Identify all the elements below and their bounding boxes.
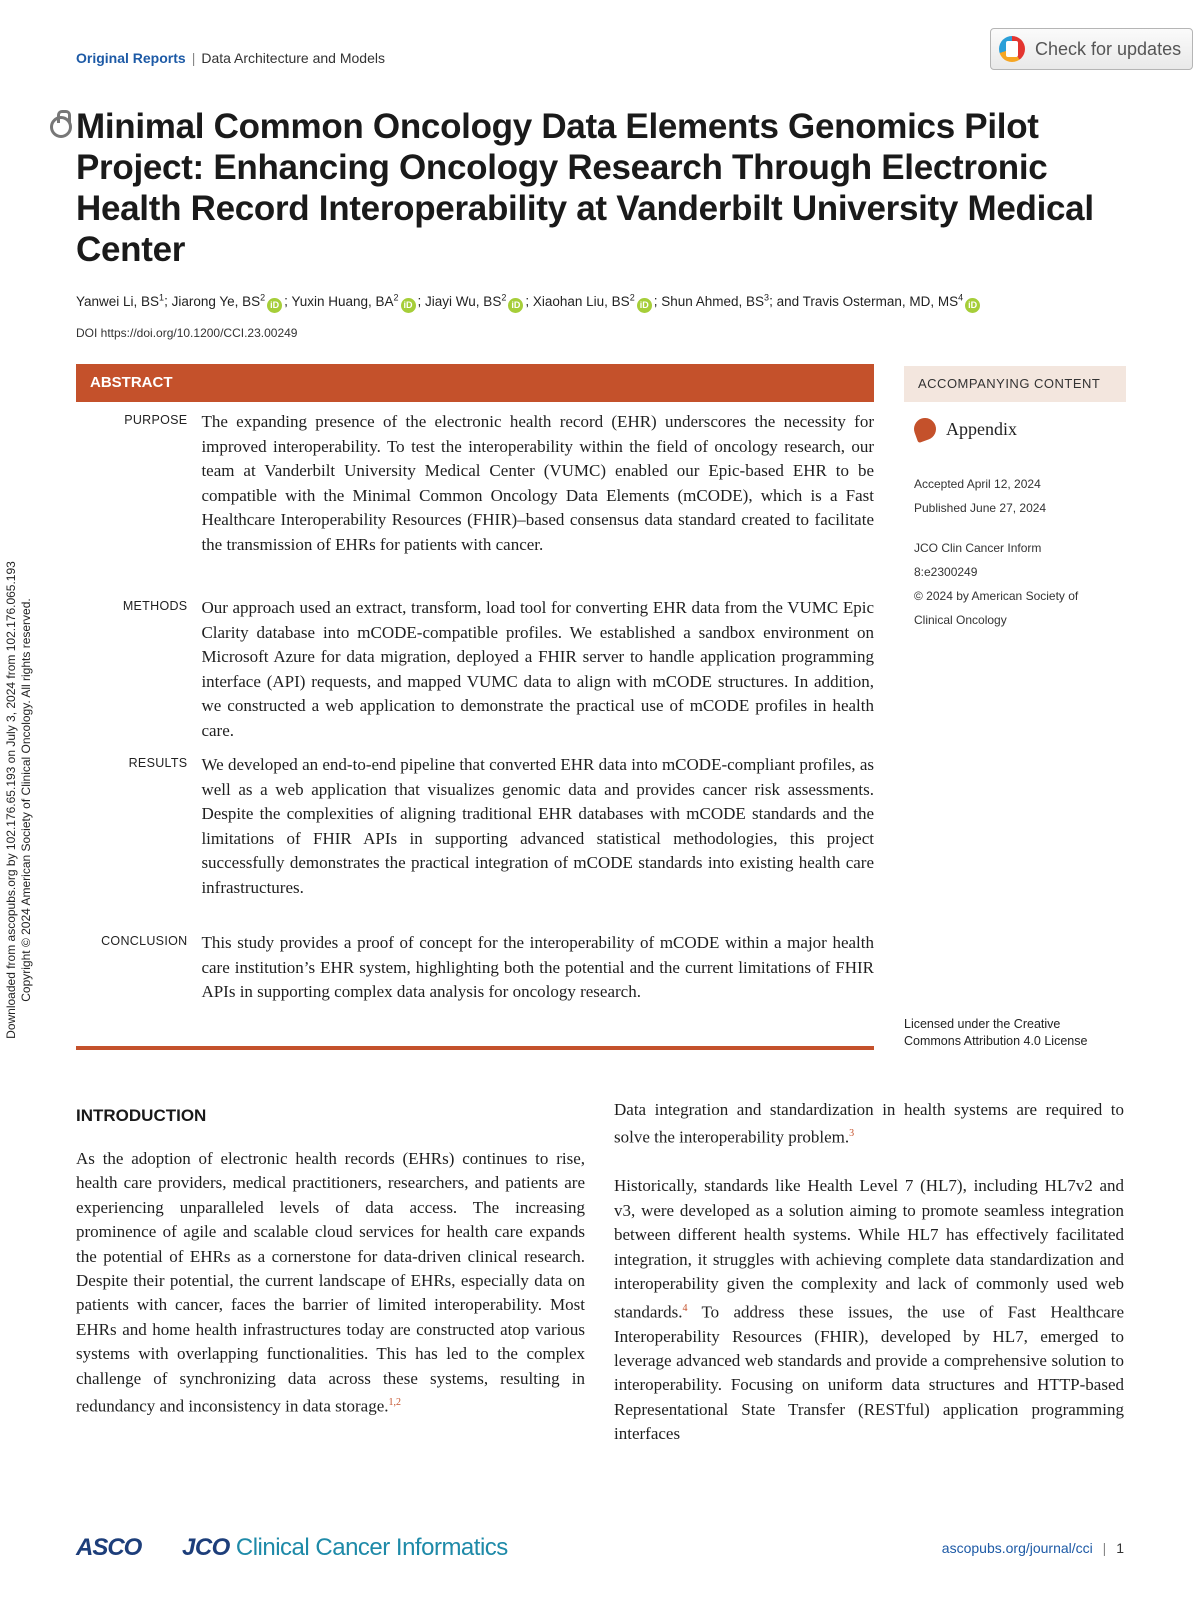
orcid-icon[interactable]: iD (267, 298, 282, 313)
author[interactable]: Yuxin Huang, $BA^2$ (291, 292, 399, 309)
abstract-results (76, 753, 874, 901)
citation-ref[interactable]: 4 (682, 1302, 688, 1314)
asco-logo: ASCO (76, 1534, 142, 1561)
citation-info (914, 536, 1078, 632)
orcid-icon[interactable]: iD (401, 298, 416, 313)
open-access-icon (50, 116, 72, 138)
author[interactable]: and Travis Osterman, MD, $MS^4$ (776, 292, 964, 309)
abstract-purpose (76, 410, 874, 558)
footer-url: ascopubs.org/journal/cci | 1 (941, 1540, 1124, 1556)
orcid-icon[interactable]: iD (637, 298, 652, 313)
methods-label: METHODS (122, 599, 188, 613)
copyright-line: © 2024 by American Society of (914, 589, 1079, 603)
section-link[interactable]: Original Reports (76, 50, 186, 66)
license-note[interactable]: Licensed under the Creative Commons Attribution 4.0 License (904, 1017, 1088, 1048)
abstract-conclusion (76, 931, 874, 1005)
crossmark-icon (999, 36, 1025, 62)
abstract-heading: ABSTRACT (76, 364, 874, 402)
accompanying-content-heading: ACCOMPANYING CONTENT (904, 366, 1126, 402)
author[interactable]: Yanwei Li, $BS^1$ (76, 292, 165, 309)
check-updates-label: Check for updates (1035, 38, 1182, 59)
attachment-icon (911, 415, 939, 443)
journal-abbrev: JCO Clin Cancer Inform (914, 541, 1042, 555)
citation-ref[interactable]: 1,2 (388, 1397, 402, 1409)
author[interactable]: Jiayi Wu, $BS^2$ (425, 292, 507, 309)
intro-column-right (614, 1098, 1124, 1447)
results-text: We developed an end-to-end pipeline that converted EHR data into mCODE-compliant profiles, as well as a web application that visualizes genomic data and provides cancer risk assessments. Despite the complexities of aligning traditional EHR databases with mCODE standards and the limitations of FHIR APIs in supporting advanced statistical methodologies, this project successfully demonstrates the practical integration of mCODE standards into existing health care infrastructures. (201, 755, 874, 897)
publication-dates (914, 472, 1046, 520)
article-title: Minimal Common Oncology Data Elements Genomics Pilot Project: Enhancing Oncology Research Through Electronic Health Record Interoperability at Vanderbilt University Medical Center (76, 107, 1094, 269)
purpose-label: PURPOSE (124, 413, 188, 427)
introduction-heading: INTRODUCTION (76, 1106, 207, 1125)
subsection-label: Data Architecture and Models (201, 50, 385, 66)
accepted-date: Accepted April 12, 2024 (914, 477, 1041, 491)
article-id: 8:e2300249 (914, 565, 978, 579)
purpose-text: The expanding presence of the electronic health record (EHR) underscores the necessity for improved interoperability. To test the interoperability within the field of oncology research, our team at Vanderbilt University Medical Center (VUMC) enabled our Epic-based EHR to be compatible with the Minimal Common Oncology Data Elements (mCODE), which is a Fast Healthcare Interoperability Resources (FHIR)–based consensus data standard created to facilitate the transmission of EHRs for patients with cancer. (201, 412, 874, 554)
download-watermark: Downloaded from ascopubs.org by 102.176.65.193 on July 3, 2024 from 102.176.065.193 Copyright © 2024 American Society of Clinical Oncology. All rights reserved. (4, 561, 33, 1039)
page-number: 1 (1116, 1540, 1124, 1556)
section-breadcrumb (76, 50, 385, 66)
breadcrumb-separator: | (191, 50, 196, 66)
author[interactable]: Shun Ahmed, $BS^3$ (661, 292, 770, 309)
conclusion-label: CONCLUSION (101, 934, 188, 948)
intro-paragraph: Data integration and standardization in health systems are required to solve the interoperability problem.$^3$ (614, 1100, 1124, 1148)
results-label: RESULTS (128, 756, 188, 770)
citation-ref[interactable]: 3 (849, 1128, 855, 1140)
methods-text: Our approach used an extract, transform, load tool for converting EHR data from the VUMC Epic Clarity database into mCODE-compatible profiles. We established a sandbox environment on Microsoft Azure for data migration, deployed a FHIR server to handle application programming interface (API) requests, and mapped VUMC data to align with mCODE structures. In addition, we constructed a web application to demonstrate the practical use of mCODE profiles in health care. (201, 598, 874, 740)
abstract-divider (76, 1046, 874, 1050)
published-date: Published June 27, 2024 (914, 501, 1047, 515)
author[interactable]: Xiaohan Liu, $BS^2$ (532, 292, 635, 309)
abstract-methods (76, 596, 874, 744)
intro-column-left (76, 1147, 585, 1419)
appendix-label: Appendix (946, 418, 1017, 439)
journal-url-link[interactable]: ascopubs.org/journal/cci (941, 1540, 1093, 1556)
author-list: Yanwei Li, $BS^1$; Jiarong Ye, $BS^2iD$ ; Yuxin Huang, $BA^2iD$ ; Jiayi Wu, $BS^2iD$ ; Xiaohan Liu, $BS^2iD$ ; Shun Ahmed, $BS^3$; and Travis Osterman, MD, $MS^4iD$ (76, 292, 1186, 313)
appendix-link[interactable] (914, 418, 1017, 440)
doi-link[interactable]: DOI https://doi.org/10.1200/CCI.23.00249 (76, 326, 298, 340)
intro-paragraph: Historically, standards like Health Level 7 (HL7), including HL7v2 and v3, were developed as a solution aiming to promote seamless integration between different health systems. While HL7 has effectively facilitated integration, it struggles with achieving complete data standardization and interoperability given the complexity and lack of commonly used web standards.$^4$ To address these issues, the use of Fast Healthcare Interoperability Resources (FHIR), developed by HL7, emerged to leverage advanced web standards and provide a comprehensive solution to interoperability. Focusing on uniform data structures and HTTP-based Representational State Transfer (RESTful) application programming interfaces (614, 1176, 1124, 1444)
jco-cci-logo: JCO Clinical Cancer Informatics (182, 1534, 508, 1561)
author[interactable]: Jiarong Ye, $BS^2$ (171, 292, 266, 309)
orcid-icon[interactable]: iD (965, 298, 980, 313)
intro-paragraph: As the adoption of electronic health records (EHRs) continues to rise, health care providers, medical practitioners, researchers, and patients are experiencing unparalleled levels of data access. The increasing prominence of agile and scalable cloud services for health care expands the potential of EHRs as a cornerstone for data-driven clinical research. Despite their potential, the current landscape of EHRs, especially data on patients with cancer, faces the barrier of limited interoperability. Most EHRs and home health infrastructures today are constructed atop various systems with overlapping functionalities. This has led to the complex challenge of synchronizing data across these systems, resulting in redundancy and inconsistency in data storage. (76, 1149, 585, 1416)
orcid-icon[interactable]: iD (508, 298, 523, 313)
check-for-updates-button[interactable] (990, 28, 1193, 70)
conclusion-text: This study provides a proof of concept for the interoperability of mCODE within a major health care institution’s EHR system, highlighting both the potential and the current limitations of FHIR APIs in supporting complex data analysis for oncology research. (201, 933, 874, 1002)
copyright-line: Clinical Oncology (914, 613, 1007, 627)
